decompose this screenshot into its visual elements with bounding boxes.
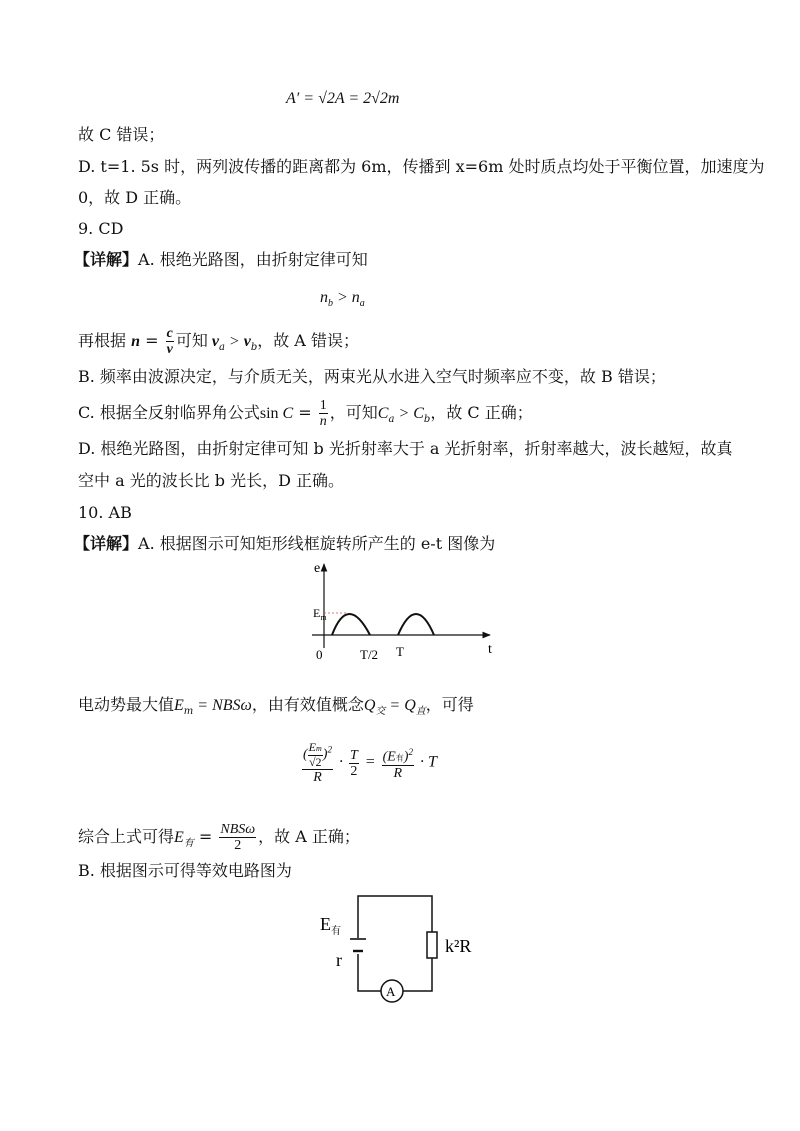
q10-sum-line: 综合上式可得$E_有$ = $\frac{\text{NBSω}}{2}$ ，故 A 正确； (78, 822, 360, 853)
q9-d-line-1: D. 根绝光路图，由折射定律可知 b 光折射率大于 a 光折射率，折射率越大，波长越短，故真 (78, 439, 733, 458)
d-line-1: D. t=1. 5s 时，两列波传播的距离都为 6m，传播到 x=6m 处时质点均处于平衡位置，加速度为 (78, 157, 765, 176)
second-half-wave (398, 614, 434, 635)
q9-c-mid: ，可知 (329, 403, 378, 422)
d-line-2: 0，故 D 正确。 (78, 188, 192, 207)
q9-c-pre: C. 根据全反射临界角公式 (78, 403, 260, 422)
origin-label: 0 (316, 647, 323, 662)
period-label: T (396, 644, 404, 659)
question-9-detail (74, 249, 368, 271)
q10-emf-mid: ，由有效值概念 (251, 695, 364, 714)
question-10-detail (74, 533, 495, 555)
detail-tag: 【详解】 (74, 534, 139, 553)
amplitude-equation: A′ = √2A = 2√2m (286, 90, 400, 107)
q10-sum-post: ，故 A 正确； (258, 827, 360, 846)
q10-sum-pre: 综合上式可得 (78, 827, 175, 846)
internal-resistance-label: r (336, 950, 342, 970)
detail-text: A. 根据图示可知矩形线框旋转所产生的 e-t 图像为 (138, 534, 496, 553)
ammeter-label: A (386, 984, 396, 999)
q10-emf-post: ，可得 (425, 695, 474, 714)
detail-text: A. 根绝光路图，由折射定律可知 (138, 250, 368, 269)
equivalent-circuit (312, 888, 492, 1008)
question-9-answer: 9. CD (78, 219, 124, 238)
circuit-wire (358, 896, 432, 991)
q9-d-line-2: 空中 a 光的波长比 b 光长，D 正确。 (78, 471, 345, 490)
emf-label: $E_有$ (320, 914, 341, 937)
q9-a-post: ，故 A 错误； (257, 331, 359, 350)
peak-label: $E_m$ (313, 606, 327, 622)
detail-tag: 【详解】 (74, 250, 139, 269)
load-resistance-label: k²R (445, 936, 472, 956)
q10-b-line: B. 根据图示可得等效电路图为 (78, 861, 292, 880)
x-axis-label: t (488, 642, 492, 657)
y-axis-label: e (314, 561, 321, 576)
question-10-answer: 10. AB (78, 503, 132, 522)
q9-a-mid: 可知 (175, 331, 208, 350)
first-half-wave (332, 614, 370, 635)
effective-value-equation: ( $\frac{Em}{√2}$ )$^2$ R · $\frac{T}{2}$ = $\frac{(E有)^2}{R}$ · T (303, 740, 437, 785)
e-t-graph (296, 558, 500, 668)
q9-b-line: B. 频率由波源决定，与介质无关，两束光从水进入空气时频率应不变，故 B 错误； (78, 367, 666, 386)
resistor (427, 932, 437, 958)
q10-emf-line: 电动势最大值$E_m = NBS\omega$，由有效值概念$Q_交 = Q_直$，可得 (78, 695, 474, 717)
refraction-index-inequality: $n_b > n_a$ (320, 289, 365, 309)
half-period-label: T/2 (360, 647, 379, 662)
q9-a-pre: 再根据 (78, 331, 127, 350)
q9-c-line: C. 根据全反射临界角公式sin C = $\frac{1}{n}$ ，可知$C_a > C_b$，故 C 正确； (78, 398, 533, 429)
c-wrong-line: 故 C 错误； (78, 125, 165, 144)
q10-emf-pre: 电动势最大值 (78, 695, 175, 714)
q9-a-line: 再根据 n = $\frac{c}{v}$ 可知 $v_a > v_b$，故 A 错误； (78, 326, 359, 357)
q9-c-post: ，故 C 正确； (430, 403, 533, 422)
